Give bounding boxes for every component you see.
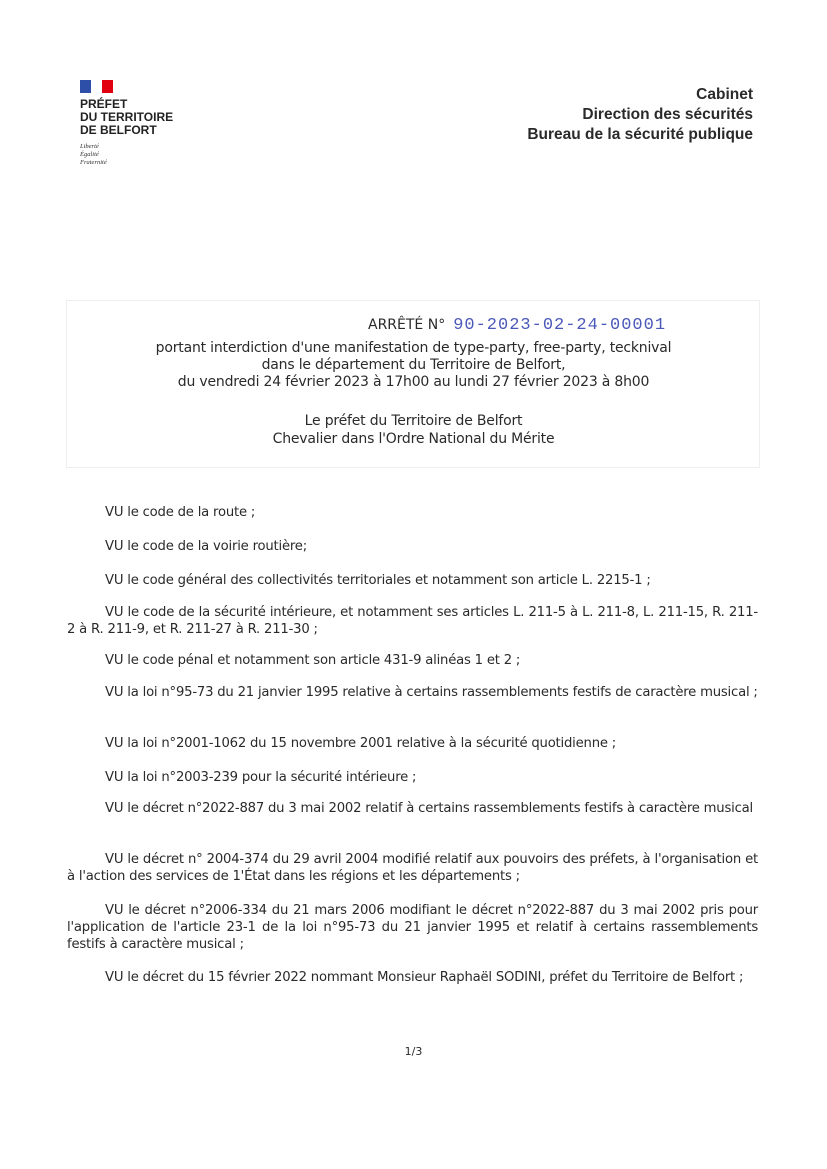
authority-line: Le préfet du Territoire de Belfort bbox=[304, 413, 523, 429]
authority-line: Chevalier dans l'Ordre National du Mérite bbox=[272, 431, 555, 447]
visa-paragraph: VU la loi n°2003-239 pour la sécurité intérieure ; bbox=[105, 770, 417, 785]
visa-paragraph: VU le décret n°2022-887 du 3 mai 2002 relatif à certains rassemblements festifs à caractère musical bbox=[105, 801, 753, 816]
visa-paragraph: VU le code de la route ; bbox=[105, 505, 256, 520]
motto-line: Liberté bbox=[80, 143, 99, 150]
visa-paragraph: VU la loi n°95-73 du 21 janvier 1995 relative à certains rassemblements festifs de caractère musical ; bbox=[105, 685, 758, 700]
org-line: PRÉFET bbox=[80, 97, 128, 111]
visa-paragraph: VU le code de la sécurité intérieure, et notamment ses articles L. 211-5 à L. 211-8, L. 211-15, R. 211-2 à R. 211-9, et R. 211-27 à R. 211-30 ; bbox=[67, 605, 758, 637]
org-line: DE BELFORT bbox=[80, 123, 157, 137]
page-number: 1/3 bbox=[404, 1045, 423, 1058]
service-line: Cabinet bbox=[696, 86, 753, 103]
service-line: Direction des sécurités bbox=[582, 106, 753, 123]
motto-line: Fraternité bbox=[80, 159, 107, 166]
visa-paragraph: VU le décret du 15 février 2022 nommant Monsieur Raphaël SODINI, préfet du Territoire de Belfort ; bbox=[105, 970, 744, 985]
prefecture-name bbox=[80, 98, 173, 137]
visa-paragraph: VU le code général des collectivités territoriales et notamment son article L. 2215-1 ; bbox=[105, 573, 651, 588]
flag-icon bbox=[80, 80, 113, 93]
handwritten-number: 90-2023-02-24-00001 bbox=[453, 316, 667, 335]
org-line: DU TERRITOIRE bbox=[80, 110, 174, 124]
visa-paragraph: VU le code de la voirie routière; bbox=[105, 539, 307, 554]
visa-paragraph: VU le code pénal et notamment son article 431-9 alinéas 1 et 2 ; bbox=[105, 653, 521, 668]
subject-line: du vendredi 24 février 2023 à 17h00 au lundi 27 février 2023 à 8h00 bbox=[177, 374, 650, 390]
visa-paragraph: VU la loi n°2001-1062 du 15 novembre 2001 relative à la sécurité quotidienne ; bbox=[105, 736, 617, 751]
service-header bbox=[527, 85, 753, 145]
arrete-label: ARRÊTÉ N° bbox=[368, 317, 446, 333]
subject-line: dans le département du Territoire de Belfort, bbox=[261, 357, 566, 373]
motto-line: Égalité bbox=[80, 151, 99, 158]
arrete-number bbox=[368, 316, 666, 335]
marianne-logo bbox=[80, 80, 173, 167]
visa-paragraph: VU le décret n° 2004-374 du 29 avril 2004 modifié relatif aux pouvoirs des préfets, à l'organisation et à l'action des services de 1'État dans les régions et les départements ; bbox=[67, 852, 758, 884]
motto bbox=[80, 143, 173, 167]
visa-paragraph: VU le décret n°2006-334 du 21 mars 2006 modifiant le décret n°2022-887 du 3 mai 2002 pris pour l'application de l'article 23-1 de la loi n°95-73 du 21 janvier 1995 et relatif à certains rassemblements festifs à caractère musical ; bbox=[67, 903, 758, 952]
subject-line: portant interdiction d'une manifestation de type-party, free-party, tecknival bbox=[155, 340, 672, 356]
service-line: Bureau de la sécurité publique bbox=[527, 126, 753, 143]
